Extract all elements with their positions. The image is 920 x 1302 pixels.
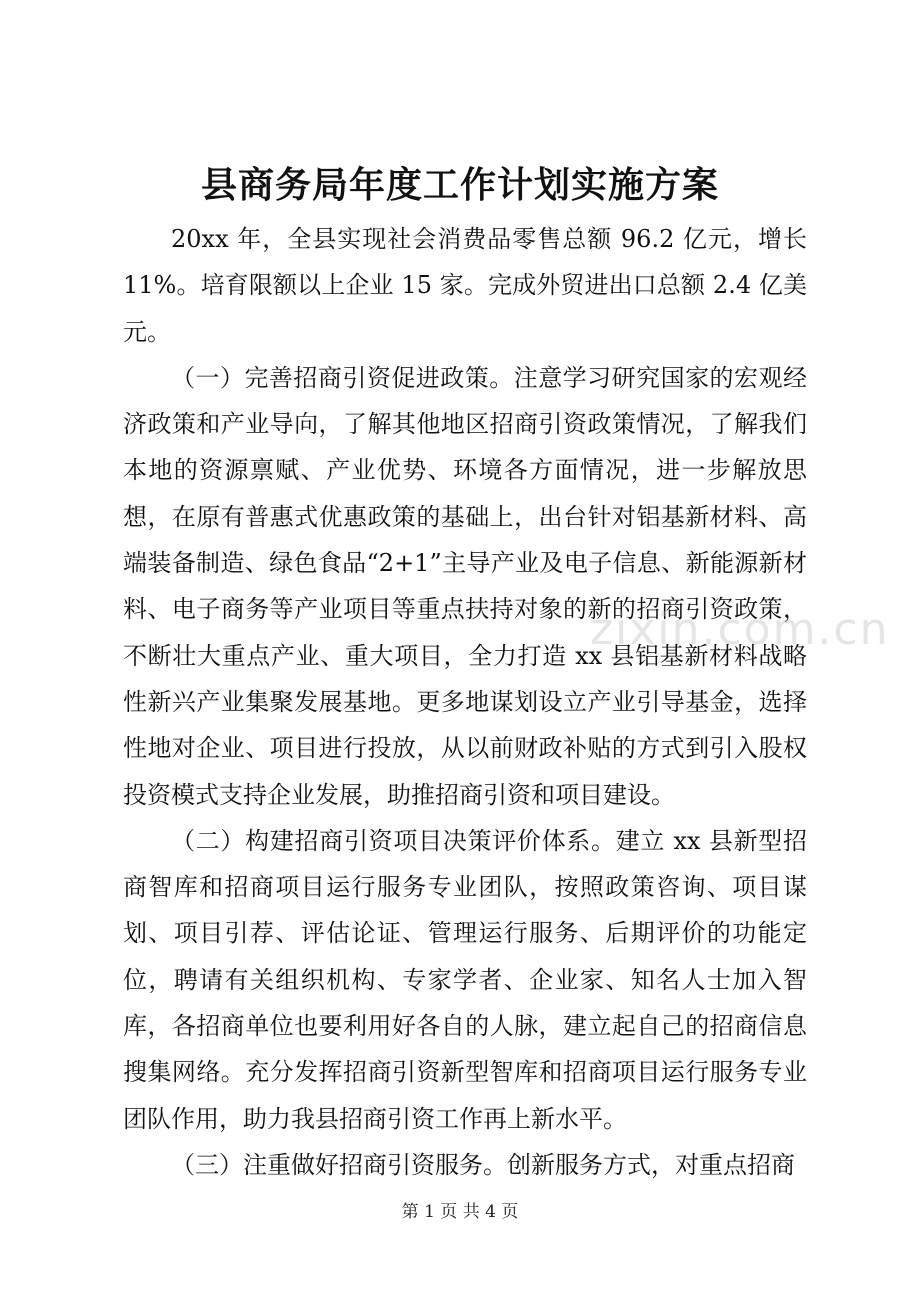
page-footer: 第 1 页 共 4 页	[401, 1202, 519, 1222]
document-body	[123, 216, 807, 1188]
paragraph-intro: 20xx 年，全县实现社会消费品零售总额 96.2 亿元，增长 11%。培育限额以上企业 15 家。完成外贸进出口总额 2.4 亿美元。	[123, 225, 807, 346]
watermark: zixin.com.cn	[590, 604, 890, 655]
paragraph-section-3: （三）注重做好招商引资服务。创新服务方式，对重点招商	[171, 1150, 795, 1179]
paragraph-section-1: （一）完善招商引资促进政策。注意学习研究国家的宏观经济政策和产业导向，了解其他地区招商引资政策情况，了解我们本地的资源禀赋、产业优势、环境各方面情况，进一步解放思想，在原有普惠式优惠政策的基础上，出台针对铝基新材料、高端装备制造、绿色食品“2+1”主导产业及电子信息、新能源新材料、电子商务等产业项目等重点扶持对象的新的招商引资政策，不断壮大重点产业、重大项目，全力打造 xx 县铝基新材料战略性新兴产业集聚发展基地。更多地谋划设立产业引导基金，选择性地对企业、项目进行投放，从以前财政补贴的方式到引入股权投资模式支持企业发展，助推招商引资和项目建设。	[123, 363, 807, 809]
document-title: 县商务局年度工作计划实施方案	[200, 164, 719, 206]
paragraph-section-2: （二）构建招商引资项目决策评价体系。建立 xx 县新型招商智库和招商项目运行服务专业团队，按照政策咨询、项目谋划、项目引荐、评估论证、管理运行服务、后期评价的功能定位，聘请有关组织机构、专家学者、企业家、知名人士加入智库，各招商单位也要利用好各自的人脉，建立起自己的招商信息搜集网络。充分发挥招商引资新型智库和招商项目运行服务专业团队作用，助力我县招商引资工作再上新水平。	[123, 826, 807, 1133]
